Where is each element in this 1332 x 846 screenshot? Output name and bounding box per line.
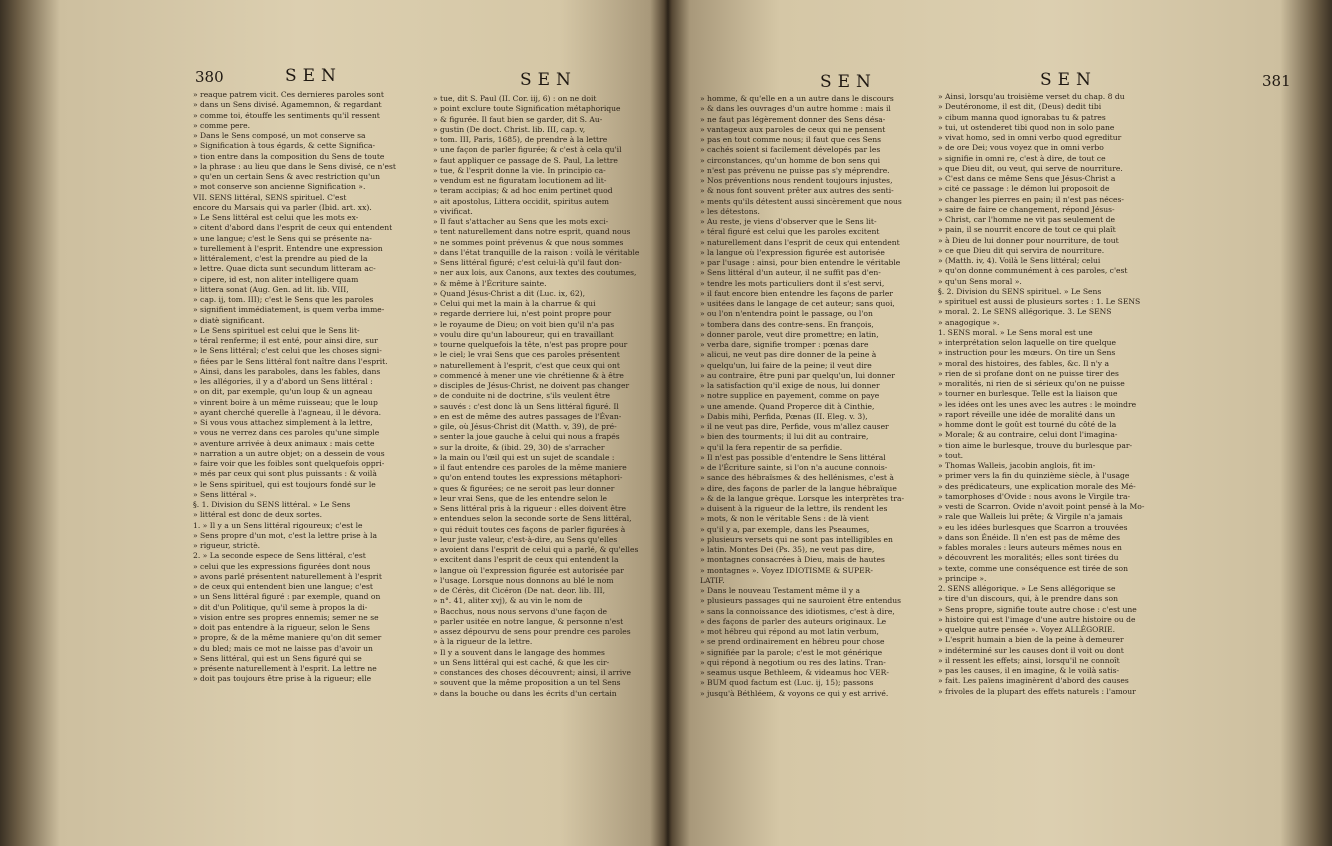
right-page xyxy=(680,60,1150,840)
page-number: 380 xyxy=(195,68,224,86)
left-page xyxy=(185,60,655,840)
running-head: SEN xyxy=(285,66,342,86)
column-text: » Ainsi, lorsqu'au troisième verset du chap. 8 du » Deutéronome, il est dit, (Deus) dedit tibi » cibum manna quod ignorabas tu & patres » tui, ut ostenderet tibi quod non in solo pane » vivat homo, sed in omni verbo quod egreditur » de ore Dei; vous voyez que in omni verbo » signifie in omni re, c'est à dire, de tout ce » que Dieu dit, ou veut, qui serve de nourriture. » C'est dans ce même Sens que Jésus-Christ a » cité ce passage : le démon lui proposoit de » changer les pierres en pain; il n'est pas néces- » saire de faire ce changement, répond Jésus- » Christ, car l'homme ne vit pas seulement de » pain, il se nourrit encore de tout ce qui plaît » à Dieu de lui donner pour nourriture, de tout » ce que Dieu dit qui servira de nourriture. » (Matth. iv, 4). Voilà le Sens littéral; celui » qu'on donne communément à ces paroles, c'est » qu'un Sens moral ». §. 2. Division du SENS spirituel. » Le Sens » spirituel est aussi de plusieurs sortes : 1. Le SENS » moral. 2. Le SENS allégorique. 3. Le SENS » anagogique ». 1. SENS moral. » Le Sens moral est une » interprétation selon laquelle on tire quelque » instruction pour les mœurs. On tire un Sens » moral des histoires, des fables, &c. Il n'y a » rien de si profane dont on ne puisse tirer des » moralités, ni rien de si sérieux qu'on ne puisse » tourner en burlesque. Telle est la liaison que » les idées ont les unes avec les autres : le moindre » raport réveille une idée de moralité dans un » homme dont le goût est tourné du côté de la » Morale; & au contraire, celui dont l'imagina- » tion aime le burlesque, trouve du burlesque par- » tout. » Thomas Walleis, jacobin anglois, fit im- » primer vers la fin du quinzième siècle, à l'usage » des prédicateurs, une explication morale des Mé- » tamorphoses d'Ovide : nous avons le Virgile tra- » vesti de Scarron. Ovide n'avoit point pensé à la Mo- » rale que Walleis lui prête; & Virgile n'a jamais » eu les idées burlesques que Scarron a trouvées » dans son Énéide. Il n'en est pas de même des » fables morales : leurs auteurs mêmes nous en » découvrent les moralités; elles sont tirées du » texte, comme une conséquence est tirée de son » principe ». 2. SENS allégorique. » Le Sens allégorique se » tire d'un discours, qui, à le prendre dans son » Sens propre, signifie toute autre chose : c'est une » histoire qui est l'image d'une autre histoire ou de » quelque autre pensée ». Voyez ALLÉGORIE. » L'esprit humain a bien de la peine à demeurer » indéterminé sur les causes dont il voit ou dont » il ressent les effets; ainsi, lorsqu'il ne connoît » pas les causes, il en imagine, & le voilà satis- » fait. Les païens imaginèrent d'abord des causes » frivoles de la plupart des effets naturels : l'amour xyxy=(938,92,1145,696)
running-head: SEN xyxy=(820,72,877,92)
column-text: » homme, & qu'elle en a un autre dans le discours » & dans les ouvrages d'un autre homme : mais il » ne faut pas légèrement donner des Sens désa- » vantageux aux paroles de ceux qui ne pensent » pas en tout comme nous; il faut que ces Sens » cachés soient si facilement dévelopés par les » circonstances, qu'un homme de bon sens qui » n'est pas prévenu ne puisse pas s'y méprendre. » Nos préventions nous rendent toujours injustes, » & nous font souvent prêter aux autres des senti- » ments qu'ils détestent aussi sincèrement que nous » les détestons. » Au reste, je viens d'observer que le Sens lit- » téral figuré est celui que les paroles excitent » naturellement dans l'esprit de ceux qui entendent » la langue où l'expression figurée est autorisée » par l'usage : ainsi, pour bien entendre le véritable » Sens littéral d'un auteur, il ne suffit pas d'en- » tendre les mots particuliers dont il s'est servi, » il faut encore bien entendre les façons de parler » usitées dans le langage de cet auteur; sans quoi, » ou l'on n'entendra point le passage, ou l'on » tombera dans des contre-sens. En françois, » donner parole, veut dire promettre; en latin, » verba dare, signifie tromper : pœnas dare » alicui, ne veut pas dire donner de la peine à » quelqu'un, lui faire de la peine; il veut dire » au contraire, être puni par quelqu'un, lui donner » la satisfaction qu'il exige de nous, lui donner » notre supplice en payement, comme on paye » une amende. Quand Properce dit à Cinthie, » Dabis mihi, Perfida, Pœnas (II. Eleg. v. 3), » il ne veut pas dire, Perfide, vous m'allez causer » bien des tourments; il lui dit au contraire, » qu'il la fera repentir de sa perfidie. » Il n'est pas possible d'entendre le Sens littéral » de l'Écriture sainte, si l'on n'a aucune connois- » sance des hébraïsmes & des hellénismes, c'est à » dire, des façons de parler de la langue hébraïque » & de la langue grèque. Lorsque les interprètes tra- » duisent à la rigueur de la lettre, ils rendent les » mots, & non le véritable Sens : de là vient » qu'il y a, par exemple, dans les Pseaumes, » plusieurs versets qui ne sont pas intelligibles en » latin. Montes Dei (Ps. 35), ne veut pas dire, » montagnes consacrées à Dieu, mais de hautes » montagnes ». Voyez IDIOTISME & SUPER- LATIF. » Dans le nouveau Testament même il y a » plusieurs passages qui ne sauroient être entendus » sans la connoissance des idiotismes, c'est à dire, » des façons de parler des auteurs originaux. Le » mot hébreu qui répond au mot latin verbum, » se prend ordinairement en hébreu pour chose » signifiée par la parole; c'est le mot générique » qui répond à negotium ou res des latins. Tran- » seamus usque Bethleem, & videamus hoc VER- » BUM quod factum est (Luc. ij, 15); passons » jusqu'à Béthléem, & voyons ce qui y est arrivé. xyxy=(700,94,905,698)
text-column xyxy=(193,90,411,835)
page-number: 381 xyxy=(1262,72,1291,90)
text-column xyxy=(938,92,1150,837)
text-column xyxy=(700,94,918,839)
column-text: » reaque patrem vicit. Ces dernieres paroles sont » dans un Sens divisé. Agamemnon, & regardant » comme toi, étouffe les sentiments qu'il ressent » comme pere. » Dans le Sens composé, un mot conserve sa » Signification à tous égards, & cette Significa- » tion entre dans la composition du Sens de toute » la phrase : au lieu que dans le Sens divisé, ce n'est » qu'en un certain Sens & avec restriction qu'un » mot conserve son ancienne Signification ». VII. SENS littéral, SENS spirituel. C'est encore du Marsais qui va parler (Ibid. art. xx). » Le Sens littéral est celui que les mots ex- » citent d'abord dans l'esprit de ceux qui entendent » une langue; c'est le Sens qui se présente na- » turellement à l'esprit. Entendre une expression » littéralement, c'est la prendre au pied de la » lettre. Quae dicta sunt secundum litteram ac- » cipere, id est, non aliter intelligere quam » littera sonat (Aug. Gen. ad lit. lib. VIII, » cap. ij, tom. III); c'est le Sens que les paroles » signifient immédiatement, is quem verba imme- » diatè significant. » Le Sens spirituel est celui que le Sens lit- » téral renferme; il est enté, pour ainsi dire, sur » le Sens littéral; c'est celui que les choses signi- » fiées par le Sens littéral font naître dans l'esprit. » Ainsi, dans les paraboles, dans les fables, dans » les allégories, il y a d'abord un Sens littéral : » on dit, par exemple, qu'un loup & un agneau » vinrent boire à un même ruisseau; que le loup » ayant cherché querelle à l'agneau, il le dévora. » Si vous vous attachez simplement à la lettre, » vous ne verrez dans ces paroles qu'une simple » aventure arrivée à deux animaux : mais cette » narration a un autre objet; on a dessein de vous » faire voir que les foibles sont quelquefois oppri- » més par ceux qui sont plus puissants : & voilà » le Sens spirituel, qui est toujours fondé sur le » Sens littéral ». §. 1. Division du SENS littéral. » Le Sens » littéral est donc de deux sortes. 1. » Il y a un Sens littéral rigoureux; c'est le » Sens propre d'un mot, c'est la lettre prise à la » rigueur, strictè. 2. » La seconde espece de Sens littéral, c'est » celui que les expressions figurées dont nous » avons parlé présentent naturellement à l'esprit » de ceux qui entendent bien une langue; c'est » un Sens littéral figuré : par exemple, quand on » dit d'un Politique, qu'il seme à propos la di- » vision entre ses propres ennemis; semer ne se » doit pas entendre à la rigueur, selon le Sens » propre, & de la même maniere qu'on dit semer » du bled; mais ce mot ne laisse pas d'avoir un » Sens littéral, qui est un Sens figuré qui se » présente naturellement à l'esprit. La lettre ne » doit pas toujours être prise à la rigueur; elle xyxy=(193,90,396,684)
text-column xyxy=(433,94,651,839)
running-head: SEN xyxy=(520,70,577,90)
column-text: » tue, dit S. Paul (II. Cor. iij, 6) : on ne doit » point exclure toute Signification métaphorique » & figurée. Il faut bien se garder, dit S. Au- » gustin (De doct. Christ. lib. III, cap. v, » tom. III, Paris, 1685), de prendre à la lettre » une façon de parler figurée; & c'est à cela qu'il » faut appliquer ce passage de S. Paul, La lettre » tue, & l'esprit donne la vie. In principio ca- » vendum est ne figuratam locutionem ad lit- » teram accipias; & ad hoc enim pertinet quod » ait apostolus, Littera occidit, spiritus autem » vivificat. » Il faut s'attacher au Sens que les mots exci- » tent naturellement dans notre esprit, quand nous » ne sommes point prévenus & que nous sommes » dans l'état tranquille de la raison : voilà le véritable » Sens littéral figuré; c'est celui-là qu'il faut don- » ner aux lois, aux Canons, aux textes des coutumes, » & même à l'Écriture sainte. » Quand Jésus-Christ a dit (Luc. ix, 62), » Celui qui met la main à la charrue & qui » regarde derriere lui, n'est point propre pour » le royaume de Dieu; on voit bien qu'il n'a pas » voulu dire qu'un laboureur, qui en travaillant » tourne quelquefois la tête, n'est pas propre pour » le ciel; le vrai Sens que ces paroles présentent » naturellement à l'esprit, c'est que ceux qui ont » commencé à mener une vie chrétienne & à être » disciples de Jésus-Christ, ne doivent pas changer » de conduite ni de doctrine, s'ils veulent être » sauvés : c'est donc là un Sens littéral figuré. Il » en est de même des autres passages de l'Évan- » gile, où Jésus-Christ dit (Matth. v, 39), de pré- » senter la joue gauche à celui qui nous a frapés » sur la droite, & (ibid. 29, 30) de s'arracher » la main ou l'œil qui est un sujet de scandale : » il faut entendre ces paroles de la même maniere » qu'on entend toutes les expressions métaphori- » ques & figurées; ce ne seroit pas leur donner » leur vrai Sens, que de les entendre selon le » Sens littéral pris à la rigueur : elles doivent être » entendues selon la seconde sorte de Sens littéral, » qui réduit toutes ces façons de parler figurées à » leur juste valeur, c'est-à-dire, au Sens qu'elles » avoient dans l'esprit de celui qui a parlé, & qu'elles » excitent dans l'esprit de ceux qui entendent la » langue où l'expression figurée est autorisée par » l'usage. Lorsque nous donnons au blé le nom » de Cérès, dit Cicéron (De nat. deor. lib. III, » n°. 41, aliter xvj), & au vin le nom de » Bacchus, nous nous servons d'une façon de » parler usitée en notre langue, & personne n'est » assez dépourvu de sens pour prendre ces paroles » à la rigueur de la lettre. » Il y a souvent dans le langage des hommes » un Sens littéral qui est caché, & que les cir- » constances des choses découvrent; ainsi, il arrive » souvent que la même proposition a un tel Sens » dans la bouche ou dans les écrits d'un certain xyxy=(433,94,640,698)
running-head: SEN xyxy=(1040,70,1097,90)
